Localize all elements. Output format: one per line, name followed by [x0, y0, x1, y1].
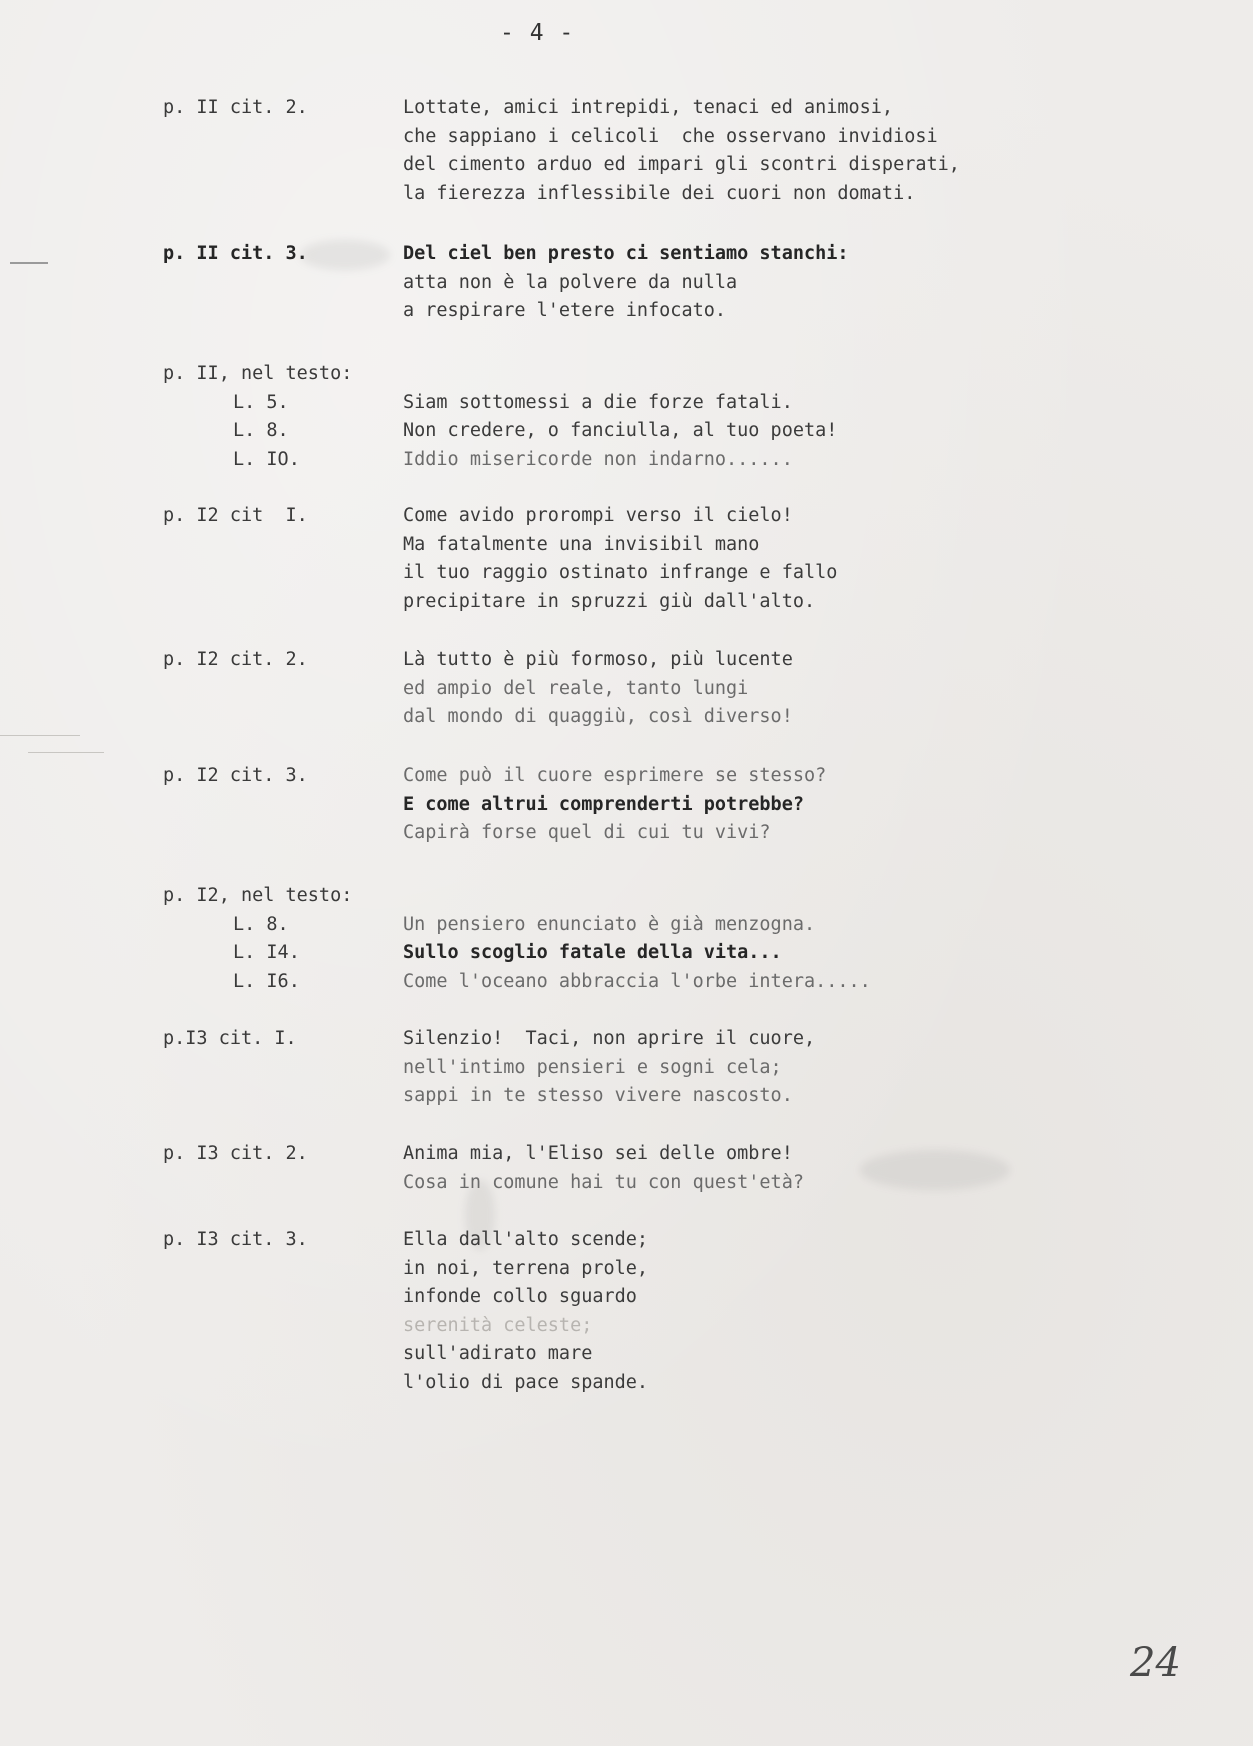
handwritten-page-number: 24 [1130, 1640, 1181, 1686]
citation-text [403, 389, 837, 475]
text-line: Sullo scoglio fatale della vita... [403, 942, 782, 963]
text-line: Silenzio! Taci, non aprire il cuore, [403, 1028, 816, 1049]
text-line: dal mondo di quaggiù, così diverso! [403, 706, 793, 727]
text-line: serenità celeste; [403, 1314, 593, 1336]
citation-text [403, 646, 793, 732]
text-line: Ma fatalmente una invisibil mano [403, 533, 760, 555]
citation-text [403, 911, 871, 997]
text-line: del cimento arduo ed impari gli scontri disperati, [403, 154, 960, 175]
text-line: infonde collo sguardo [403, 1286, 637, 1307]
citation-reference: p.I3 cit. I. [163, 1028, 297, 1049]
text-line: ed ampio del reale, tanto lungi [403, 677, 749, 699]
text-line: Là tutto è più formoso, più lucente [403, 649, 793, 670]
ink-smudge [300, 240, 390, 270]
text-line: sappi in te stesso vivere nascosto. [403, 1085, 793, 1106]
citation-reference: p. I3 cit. 3. [163, 1229, 308, 1250]
text-line: Cosa in comune hai tu con quest'età? [403, 1171, 804, 1193]
text-line: sull'adirato mare [403, 1343, 593, 1364]
text-line: Lottate, amici intrepidi, tenaci ed animosi, [403, 97, 894, 118]
ink-smudge [860, 1150, 1010, 1190]
text-line: Iddio misericorde non indarno...... [403, 448, 793, 470]
text-line: nell'intimo pensieri e sogni cela; [403, 1056, 782, 1078]
citation-text [403, 1025, 815, 1111]
text-line: il tuo raggio ostinato infrange e fallo [403, 562, 838, 583]
line-reference: L. I6. [233, 970, 300, 992]
line-references [233, 911, 300, 997]
line-reference: L. 8. [233, 420, 289, 441]
citation-reference: p. I2 cit. 2. [163, 649, 308, 670]
citation-reference: p. I2 cit. 3. [163, 765, 308, 786]
text-line: a respirare l'etere infocato. [403, 300, 727, 321]
text-line: Siam sottomessi a die forze fatali. [403, 391, 793, 413]
line-reference: L. I4. [233, 942, 300, 963]
citation-text [403, 94, 960, 208]
line-reference: L. 8. [233, 913, 289, 935]
text-line: Come avido prorompi verso il cielo! [403, 505, 793, 526]
text-line: Ella dall'alto scende; [403, 1229, 649, 1250]
text-line: Capirà forse quel di cui tu vivi? [403, 822, 771, 843]
text-line: Non credere, o fanciulla, al tuo poeta! [403, 420, 838, 441]
text-line: Un pensiero enunciato è già menzogna. [403, 913, 816, 935]
line-reference: L. IO. [233, 448, 300, 470]
citation-text [403, 240, 849, 326]
line-reference: L. 5. [233, 391, 289, 413]
margin-mark [0, 735, 80, 736]
citation-text [403, 1226, 648, 1397]
text-line: l'olio di pace spande. [403, 1371, 649, 1393]
citation-reference: p. I2 cit I. [163, 505, 308, 526]
citation-text [403, 762, 826, 848]
page-number: - 4 - [500, 20, 575, 46]
citation-reference: p. I2, nel testo: [163, 885, 353, 906]
citation-reference: p. II cit. 2. [163, 97, 308, 118]
margin-mark [28, 752, 104, 753]
text-line: Del ciel ben presto ci sentiamo stanchi: [403, 243, 849, 264]
citation-reference: p. II cit. 3. [163, 243, 308, 264]
citation-text [403, 1140, 804, 1197]
text-line: Come l'oceano abbraccia l'orbe intera..... [403, 970, 871, 992]
citation-reference: p. II, nel testo: [163, 363, 353, 384]
text-line: E come altrui comprenderti potrebbe? [403, 793, 804, 815]
text-line: Come può il cuore esprimere se stesso? [403, 765, 827, 786]
text-line: in noi, terrena prole, [403, 1257, 649, 1279]
text-line: Anima mia, l'Eliso sei delle ombre! [403, 1143, 793, 1164]
citation-reference: p. I3 cit. 2. [163, 1143, 308, 1164]
line-references [233, 389, 300, 475]
text-line: che sappiano i celicoli che osservano invidiosi [403, 125, 938, 147]
citation-text [403, 502, 837, 616]
text-line: precipitare in spruzzi giù dall'alto. [403, 590, 816, 612]
text-line: la fierezza inflessibile dei cuori non domati. [403, 182, 916, 204]
margin-mark [10, 262, 48, 264]
text-line: atta non è la polvere da nulla [403, 271, 738, 293]
